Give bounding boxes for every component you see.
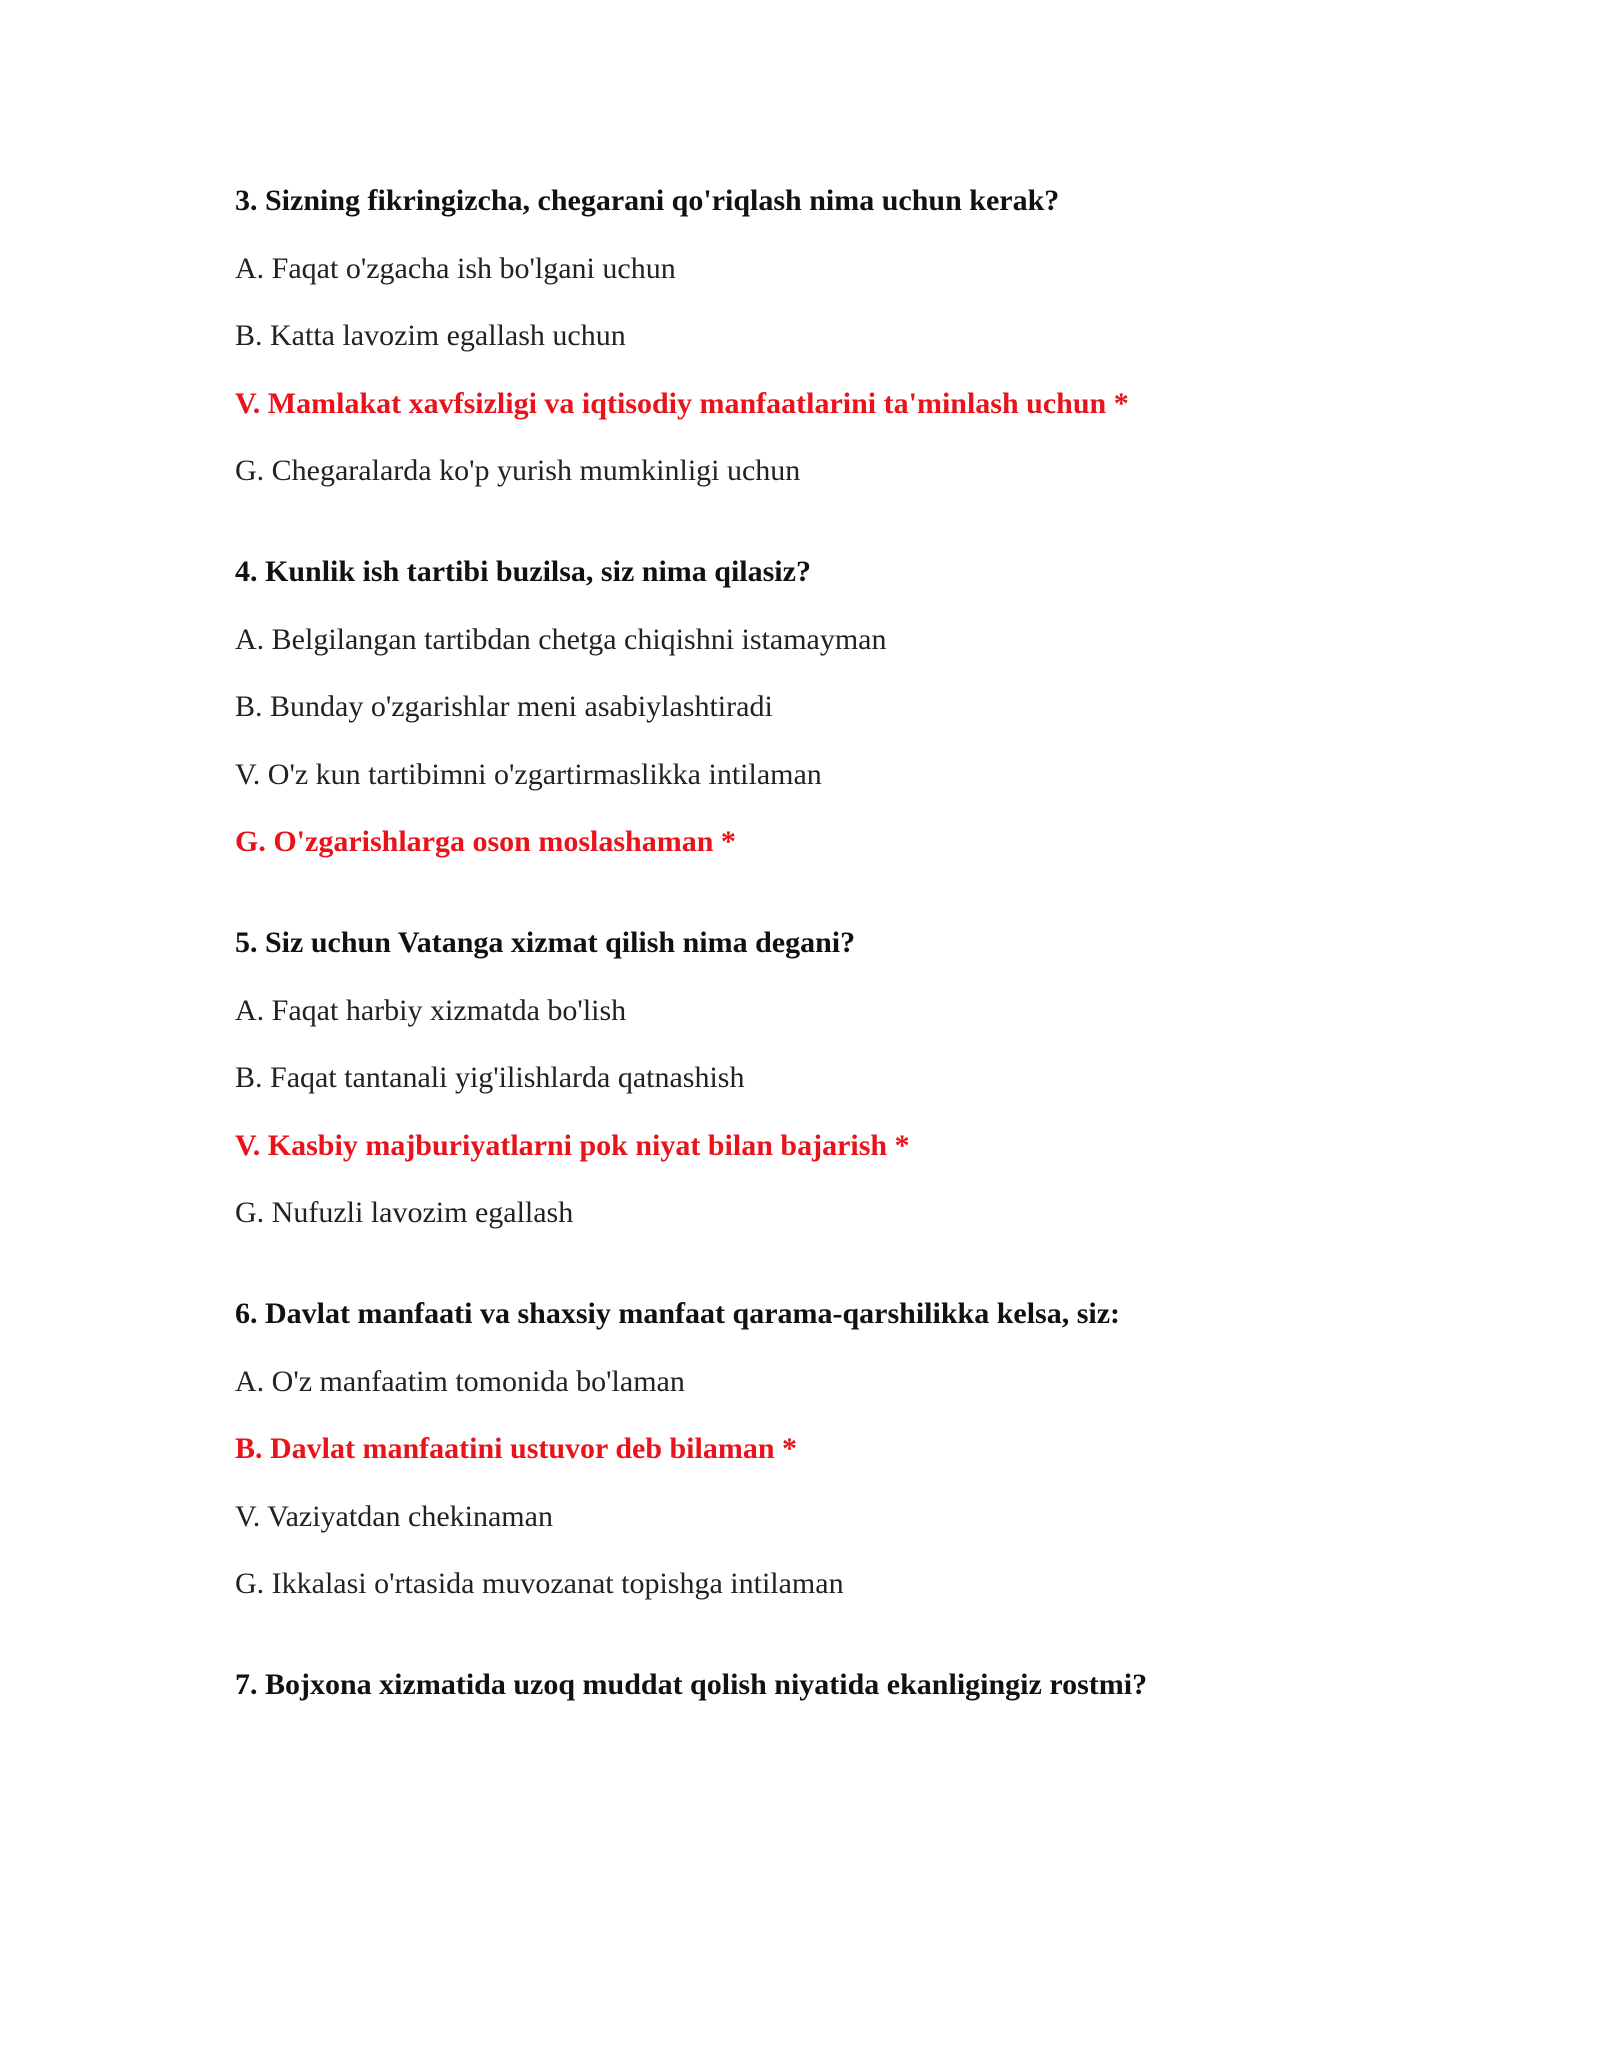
- question-title: 5. Siz uchun Vatanga xizmat qilish nima degani?: [235, 926, 856, 959]
- question-title: 6. Davlat manfaati va shaxsiy manfaat qarama-qarshilikka kelsa, siz:: [235, 1297, 1121, 1330]
- answer-option-v-correct: V. Kasbiy majburiyatlarni pok niyat bilan bajarish *: [235, 1128, 910, 1162]
- question-5: [235, 926, 1415, 1230]
- question-list: [235, 184, 1415, 1702]
- answer-option-b-correct: B. Davlat manfaatini ustuvor deb bilaman *: [235, 1432, 798, 1465]
- answer-option-g-correct: G. O'zgarishlarga oson moslashaman *: [235, 825, 736, 858]
- question-title: 4. Kunlik ish tartibi buzilsa, siz nima qilasiz?: [235, 555, 811, 588]
- answer-option-v: V. Vaziyatdan chekinaman: [235, 1499, 553, 1533]
- answer-option-g: G. Ikkalasi o'rtasida muvozanat topishga intilaman: [235, 1567, 844, 1600]
- answer-option-a: A. Faqat harbiy xizmatda bo'lish: [235, 993, 627, 1027]
- answer-option-v-correct: V. Mamlakat xavfsizligi va iqtisodiy manfaatlarini ta'minlash uchun *: [235, 386, 1129, 420]
- question-7: [235, 1668, 1415, 1702]
- answer-option-b: B. Bunday o'zgarishlar meni asabiylashtiradi: [235, 690, 773, 723]
- answer-option-a: A. Faqat o'zgacha ish bo'lgani uchun: [235, 251, 676, 285]
- answer-option-g: G. Nufuzli lavozim egallash: [235, 1196, 574, 1229]
- answer-option-a: A. Belgilangan tartibdan chetga chiqishni istamayman: [235, 622, 887, 656]
- question-title: 7. Bojxona xizmatida uzoq muddat qolish niyatida ekanligingiz rostmi?: [235, 1668, 1148, 1701]
- question-3: [235, 184, 1415, 488]
- answer-option-b: B. Katta lavozim egallash uchun: [235, 319, 626, 352]
- question-6: [235, 1297, 1415, 1601]
- answer-option-g: G. Chegaralarda ko'p yurish mumkinligi uchun: [235, 454, 801, 487]
- question-title: 3. Sizning fikringizcha, chegarani qo'riqlash nima uchun kerak?: [235, 184, 1060, 217]
- answer-option-a: A. O'z manfaatim tomonida bo'laman: [235, 1364, 685, 1398]
- question-4: [235, 555, 1415, 859]
- answer-option-v: V. O'z kun tartibimni o'zgartirmaslikka intilaman: [235, 757, 822, 791]
- answer-option-b: B. Faqat tantanali yig'ilishlarda qatnashish: [235, 1061, 745, 1094]
